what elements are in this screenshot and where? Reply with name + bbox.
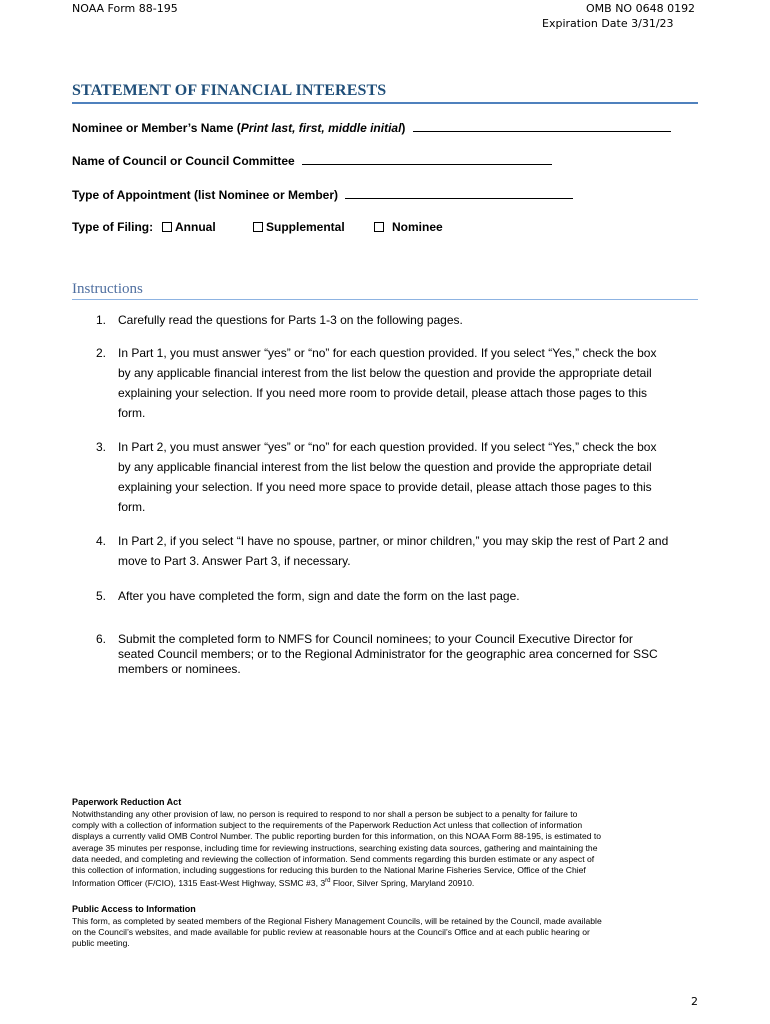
item-line: form.: [118, 406, 146, 420]
annual-checkbox[interactable]: [162, 222, 172, 232]
floor-superscript: rd: [325, 878, 331, 885]
item-line: move to Part 3. Answer Part 3, if necessary.: [118, 554, 351, 568]
item-number: 3.: [96, 440, 107, 454]
paperwork-line: this collection of information, including suggestions for reducing this burden to the National Marine Fisheries Service, Office of the Chief: [72, 865, 586, 876]
filing-option-nominee[interactable]: [374, 220, 443, 234]
public-access-line: public meeting.: [72, 938, 130, 949]
instruction-item: [96, 632, 698, 677]
instruction-item: [96, 343, 698, 423]
item-line: form.: [118, 500, 146, 514]
item-text: Carefully read the questions for Parts 1-3 on the following pages.: [118, 313, 463, 327]
nominee-name-input[interactable]: [413, 119, 671, 132]
instruction-item: [96, 437, 698, 517]
council-label: Name of Council or Council Committee: [72, 154, 295, 168]
omb-number: OMB NO 0648 0192: [586, 2, 696, 15]
paperwork-address-end: Floor, Silver Spring, Maryland 20910.: [330, 878, 475, 889]
appointment-label: Type of Appointment (list Nominee or Member): [72, 188, 339, 202]
paperwork-line: data needed, and completing and reviewing the collection of information. Send comments regarding this burden estimate or any aspect of: [72, 853, 595, 864]
supplemental-checkbox[interactable]: [253, 222, 263, 232]
form-number: NOAA Form 88-195: [72, 2, 178, 15]
item-line: seated Council members; or to the Regional Administrator for the geographic area concerned for SSC: [118, 647, 658, 661]
item-number: 4.: [96, 534, 107, 548]
instructions-rule: [72, 299, 698, 300]
paperwork-line: Notwithstanding any other provision of law, no person is required to respond to nor shall a person be subject to a penalty for failure to: [72, 809, 578, 819]
public-access-line: on the Council’s websites, and made available for public review at reasonable hours at the Council’s Office and at each public hearing or: [72, 927, 590, 938]
appointment-type-field: [72, 186, 573, 202]
paperwork-heading: Paperwork Reduction Act: [72, 797, 182, 807]
nominee-option-label: Nominee: [392, 220, 443, 234]
item-number: 2.: [96, 346, 107, 360]
filing-option-supplemental[interactable]: [253, 220, 345, 234]
paperwork-line: displays a currently valid OMB Control Number. The public reporting burden for this information, on this NOAA Form 88-195, is estimated to: [72, 831, 602, 842]
instruction-item: [96, 310, 698, 330]
public-access-heading: Public Access to Information: [72, 904, 196, 914]
item-line: In Part 2, you must answer “yes” or “no” for each question provided. If you select “Yes,” check the box: [118, 440, 657, 454]
council-name-input[interactable]: [302, 152, 552, 165]
page-number: 2: [691, 995, 698, 1008]
item-text: After you have completed the form, sign and date the form on the last page.: [118, 589, 520, 603]
nominee-label-prefix: Nominee or Member’s Name (: [72, 121, 241, 135]
filing-option-annual[interactable]: [162, 220, 216, 234]
item-line: explaining your selection. If you need more room to provide detail, please attach those pages to this: [118, 386, 647, 400]
item-line: by any applicable financial interest from the list below the question and provide the appropriate detail: [118, 366, 652, 380]
instructions-heading: Instructions: [72, 281, 143, 297]
item-line: members or nominees.: [118, 662, 241, 676]
expiration-date: Expiration Date 3/31/23: [542, 17, 674, 30]
council-name-field: [72, 152, 552, 168]
instruction-item: [96, 586, 698, 606]
public-access-line: This form, as completed by seated members of the Regional Fishery Management Councils, will be retained by the Council, made available: [72, 916, 602, 926]
item-number: 6.: [96, 632, 107, 646]
nominee-checkbox[interactable]: [374, 222, 384, 232]
item-line: explaining your selection. If you need more space to provide detail, please attach those pages to this: [118, 480, 652, 494]
filing-label: Type of Filing:: [72, 220, 154, 234]
nominee-label-italic: Print last, first, middle initial: [240, 121, 402, 135]
title-rule: [72, 102, 698, 104]
paperwork-line: [72, 876, 698, 889]
nominee-name-field: [72, 119, 671, 135]
paperwork-line: comply with a collection of information subject to the requirements of the Paperwork Reduction Act unless that collection of information: [72, 820, 583, 831]
appointment-type-input[interactable]: [345, 186, 573, 199]
filing-type-field: [72, 220, 153, 234]
paperwork-line: average 35 minutes per response, including time for reviewing instructions, searching existing data sources, gathering and maintaining the: [72, 842, 598, 853]
annual-label: Annual: [175, 220, 216, 234]
paperwork-address: Information Officer (F/CIO), 1315 East-West Highway, SSMC #3, 3: [72, 878, 326, 889]
item-line: by any applicable financial interest from the list below the question and provide the appropriate detail: [118, 460, 652, 474]
item-line: In Part 2, if you select “I have no spouse, partner, or minor children,” you may skip the rest of Part 2 and: [118, 534, 669, 548]
paperwork-text: [72, 809, 698, 889]
item-number: 5.: [96, 589, 107, 603]
supplemental-label: Supplemental: [266, 220, 345, 234]
public-access-text: [72, 916, 698, 950]
item-line: In Part 1, you must answer “yes” or “no” for each question provided. If you select “Yes,” check the box: [118, 346, 657, 360]
page-title: STATEMENT OF FINANCIAL INTERESTS: [72, 82, 387, 99]
nominee-label-suffix: ): [401, 121, 406, 135]
item-number: 1.: [96, 313, 107, 327]
item-line: Submit the completed form to NMFS for Council nominees; to your Council Executive Director for: [118, 632, 633, 646]
instruction-item: [96, 531, 698, 571]
